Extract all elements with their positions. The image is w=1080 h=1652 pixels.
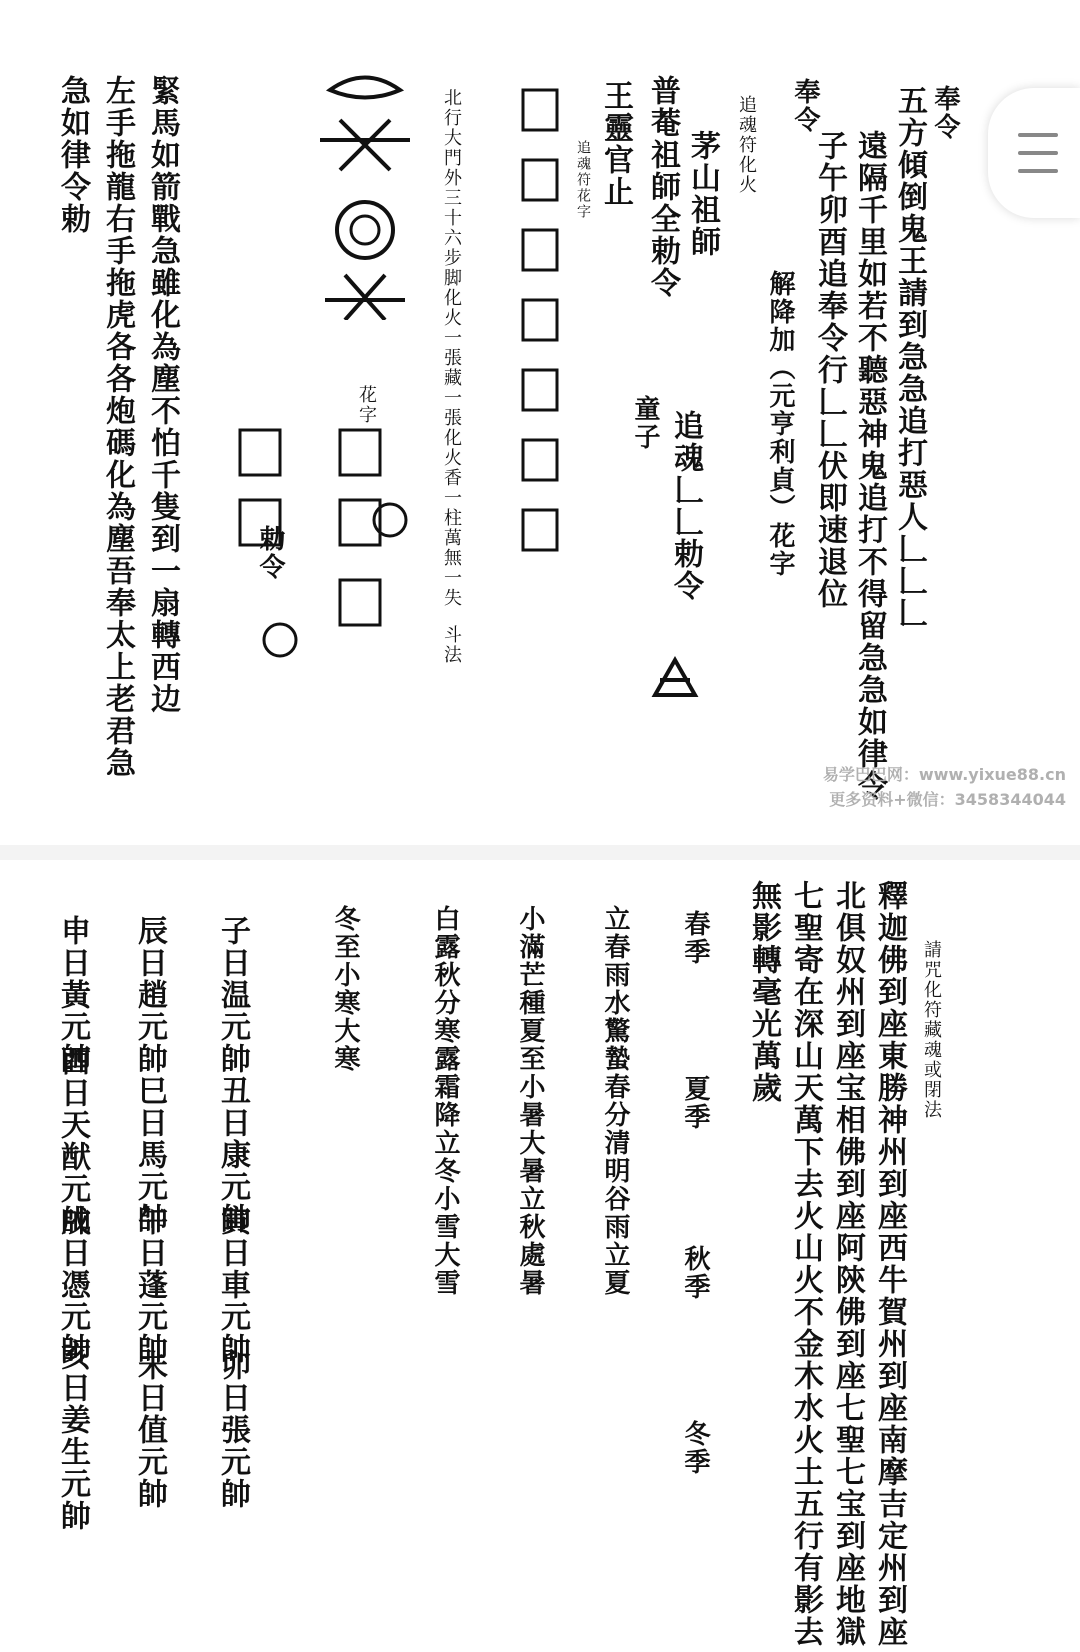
text-column: 奉令: [930, 85, 960, 141]
season-label: 夏季: [680, 1075, 710, 1131]
text-column: 左手拖龍右手拖虎各各炮碼化為塵吾奉太上老君急: [100, 75, 135, 779]
season-label: 秋季: [680, 1245, 710, 1301]
talisman-seal-icon: [300, 60, 430, 320]
marshal-entry: 戌日憑元帥: [55, 1205, 90, 1365]
marshal-entry: 卯日張元帥: [215, 1350, 250, 1510]
marshal-entry: 寅日車元帥: [215, 1205, 250, 1365]
text-column: 五方傾倒鬼王請到急急追打惡人𠃊𠃊𠃊: [892, 85, 927, 629]
text-column: 七聖寄在深山天萬下去火山火不金木水火土五行有影去: [788, 880, 823, 1648]
text-column: 解降加（元亨利貞）花字: [765, 270, 795, 578]
text-column: 北行大門外三十六步脚化火一張藏一張化火香一柱萬無一失: [441, 88, 462, 608]
text-column: 追魂符化火: [736, 95, 757, 195]
text-column: 北俱奴州到座宝相佛到座阿陝佛到座七聖七宝到座地獄: [830, 880, 865, 1648]
text-column: 緊馬如箭戰急雖化為塵不怕千隻到一扇轉西边: [145, 75, 180, 715]
text-column: 勅令: [255, 525, 285, 581]
marshal-entry: 子日温元帥: [215, 915, 250, 1075]
text-column: 追魂𠃊𠃊勅令: [668, 410, 703, 602]
season-label: 春季: [680, 910, 710, 966]
text-column: 急如律令勅: [55, 75, 90, 235]
solar-term-column: 白露秋分寒露霜降立冬小雪大雪: [430, 905, 460, 1297]
solar-term-column: 小滿芒種夏至小暑大暑立秋處暑: [515, 905, 545, 1297]
text-column: 追魂符花字: [575, 140, 591, 220]
watermark-line: 易学巴巴网：www.yixue88.cn: [822, 765, 1066, 784]
text-column: 茅山祖師: [685, 130, 720, 258]
marshal-entry: 丑日康元帥: [215, 1075, 250, 1235]
talisman-seal-icon: [515, 80, 565, 700]
text-column: 請咒化符藏魂或閉法: [921, 940, 942, 1120]
text-column: 王靈官止: [598, 80, 633, 208]
marshal-entry: 未日值元帥: [132, 1350, 167, 1510]
solar-term-column: 立春雨水驚蟄春分清明谷雨立夏: [600, 905, 630, 1297]
text-column: 童子: [630, 395, 660, 451]
talisman-seal-icon: [230, 420, 410, 670]
text-column: 子午卯酉追奉令行𠃊𠃊伏即速退位: [812, 130, 847, 610]
text-column: 花字: [356, 385, 377, 425]
marshal-entry: 申日黃元帥: [55, 915, 90, 1075]
talisman-seal-icon: [650, 655, 700, 705]
page-divider: [0, 845, 1080, 860]
marshal-entry: 酉日天猷元帥: [55, 1045, 90, 1237]
marshal-entry: 午日蓬元帥: [132, 1205, 167, 1365]
text-column: 普菴祖師全勅令: [645, 75, 680, 299]
menu-button[interactable]: [988, 88, 1080, 218]
marshal-entry: 巳日馬元帥: [132, 1075, 167, 1235]
text-column: 釋迦佛到座東勝神州到座西牛賀州到座南摩吉定州到座: [872, 880, 907, 1648]
solar-term-column: 冬至小寒大寒: [330, 905, 360, 1073]
text-column: 遠隔千里如若不聽惡神鬼追打不得留急急如律令: [852, 130, 887, 802]
season-label: 冬季: [680, 1420, 710, 1476]
scan-page-bottom: [0, 860, 1080, 1652]
marshal-entry: 亥日姜生元帥: [55, 1340, 90, 1532]
text-column: 斗法: [441, 625, 462, 665]
text-column: 無影轉毫光萬歲: [746, 880, 781, 1104]
watermark-line: 更多资料+微信：3458344044: [829, 790, 1066, 809]
text-column: 奉令: [790, 78, 820, 134]
marshal-entry: 辰日趙元帥: [132, 915, 167, 1075]
